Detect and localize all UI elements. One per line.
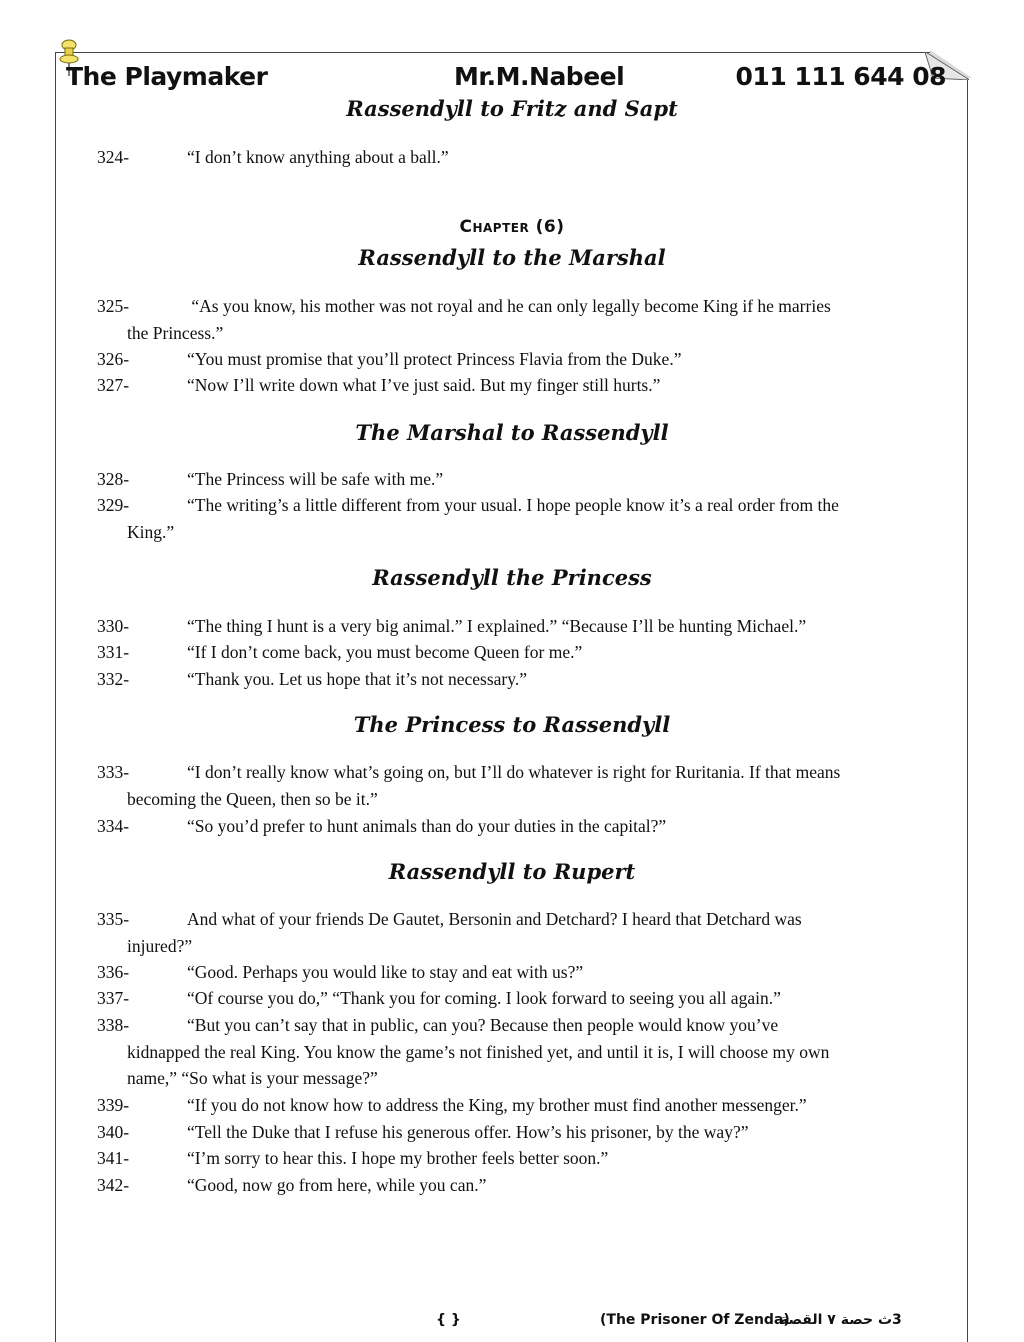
line-continuation: King.” [127, 521, 175, 542]
line-337 [97, 985, 940, 1012]
line-number: 331- [97, 642, 130, 662]
line-number: 326- [97, 349, 130, 369]
line-text: “The Princess will be safe with me.” [187, 469, 444, 489]
line-continuation: becoming the Queen, then so be it.” [127, 788, 378, 809]
chapter-heading: Chapter (6) [459, 217, 565, 237]
line-text: “Of course you do,” “Thank you for coming. I look forward to seeing you all again.” [187, 988, 781, 1008]
line-326 [97, 346, 940, 373]
line-number: 324- [97, 147, 130, 167]
line-number: 336- [97, 962, 130, 982]
section-heading-fritz-sapt: Rassendyll to Fritz and Sapt [346, 96, 678, 121]
line-325 [97, 293, 940, 346]
line-339 [97, 1092, 940, 1119]
line-number: 340- [97, 1122, 130, 1142]
section-heading-rupert: Rassendyll to Rupert [388, 859, 636, 884]
line-number: 342- [97, 1175, 130, 1195]
line-text: “If I don’t come back, you must become Queen for me.” [187, 642, 583, 662]
line-text: “I’m sorry to hear this. I hope my brother feels better soon.” [187, 1148, 609, 1168]
line-330 [97, 613, 940, 640]
page-footer [430, 1312, 960, 1332]
line-324 [97, 144, 940, 171]
line-text: “Thank you. Let us hope that it’s not necessary.” [187, 669, 528, 689]
line-number: 328- [97, 469, 130, 489]
line-number: 337- [97, 988, 130, 1008]
line-number: 332- [97, 669, 130, 689]
line-continuation: name,” “So what is your message?” [127, 1068, 378, 1088]
line-text: “Now I’ll write down what I’ve just said. But my finger still hurts.” [187, 375, 661, 395]
footer-arabic-label: 3ث حصة ٧ القصة [780, 1312, 902, 1328]
header-center: Mr.M.Nabeel [454, 62, 625, 91]
header-phone: 011 111 644 08 [735, 62, 946, 91]
line-number: 334- [97, 816, 130, 836]
line-text: “The writing’s a little different from your usual. I hope people know it’s a real order from the [187, 495, 839, 515]
line-text: “The thing I hunt is a very big animal.” I explained.” “Because I’ll be hunting Michael.” [187, 616, 807, 636]
line-334 [97, 813, 940, 840]
line-332 [97, 666, 940, 693]
line-331 [97, 639, 940, 666]
page-header [66, 62, 946, 96]
line-number: 333- [97, 762, 130, 782]
line-continuation: the Princess.” [127, 322, 224, 343]
line-text: “I don’t really know what’s going on, but I’ll do whatever is right for Ruritania. If that means [187, 762, 841, 782]
line-text: “Good. Perhaps you would like to stay and eat with us?” [187, 962, 584, 982]
section-heading-princess-reply: The Princess to Rassendyll [353, 712, 671, 737]
line-text: “But you can’t say that in public, can you? Because then people would know you’ve [187, 1015, 779, 1035]
line-340 [97, 1119, 940, 1146]
line-text: “Good, now go from here, while you can.” [187, 1175, 487, 1195]
line-number: 329- [97, 495, 130, 515]
line-333 [97, 759, 940, 812]
line-329 [97, 492, 940, 545]
line-text: “Tell the Duke that I refuse his generous offer. How’s his prisoner, by the way?” [187, 1122, 749, 1142]
footer-page-number: { } [436, 1312, 461, 1328]
line-number: 341- [97, 1148, 130, 1168]
line-327 [97, 372, 940, 399]
line-continuation: injured?” [127, 935, 193, 956]
line-text: “As you know, his mother was not royal and he can only legally become King if he marries [187, 296, 831, 316]
line-text: “I don’t know anything about a ball.” [187, 147, 449, 167]
line-342 [97, 1172, 940, 1199]
line-text: And what of your friends De Gautet, Bersonin and Detchard? I heard that Detchard was [187, 909, 802, 929]
footer-title: (The Prisoner Of Zenda) [600, 1312, 790, 1328]
line-number: 327- [97, 375, 130, 395]
section-heading-marshal-reply: The Marshal to Rassendyll [355, 420, 669, 445]
line-continuation: kidnapped the real King. You know the game’s not finished yet, and until it is, I will choose my own [127, 1041, 830, 1062]
line-number: 339- [97, 1095, 130, 1115]
section-heading-marshal: Rassendyll to the Marshal [358, 245, 666, 270]
header-left: The Playmaker [66, 62, 268, 91]
line-number: 330- [97, 616, 130, 636]
line-text: “If you do not know how to address the King, my brother must find another messenger.” [187, 1095, 807, 1115]
line-341 [97, 1145, 940, 1172]
line-number: 325- [97, 296, 130, 316]
line-text: “You must promise that you’ll protect Princess Flavia from the Duke.” [187, 349, 682, 369]
line-335 [97, 906, 940, 959]
line-text: “So you’d prefer to hunt animals than do your duties in the capital?” [187, 816, 667, 836]
line-338 [97, 1012, 940, 1092]
line-336 [97, 959, 940, 986]
line-number: 338- [97, 1015, 130, 1035]
section-heading-princess: Rassendyll the Princess [372, 565, 652, 590]
line-number: 335- [97, 909, 130, 929]
line-328 [97, 466, 940, 493]
